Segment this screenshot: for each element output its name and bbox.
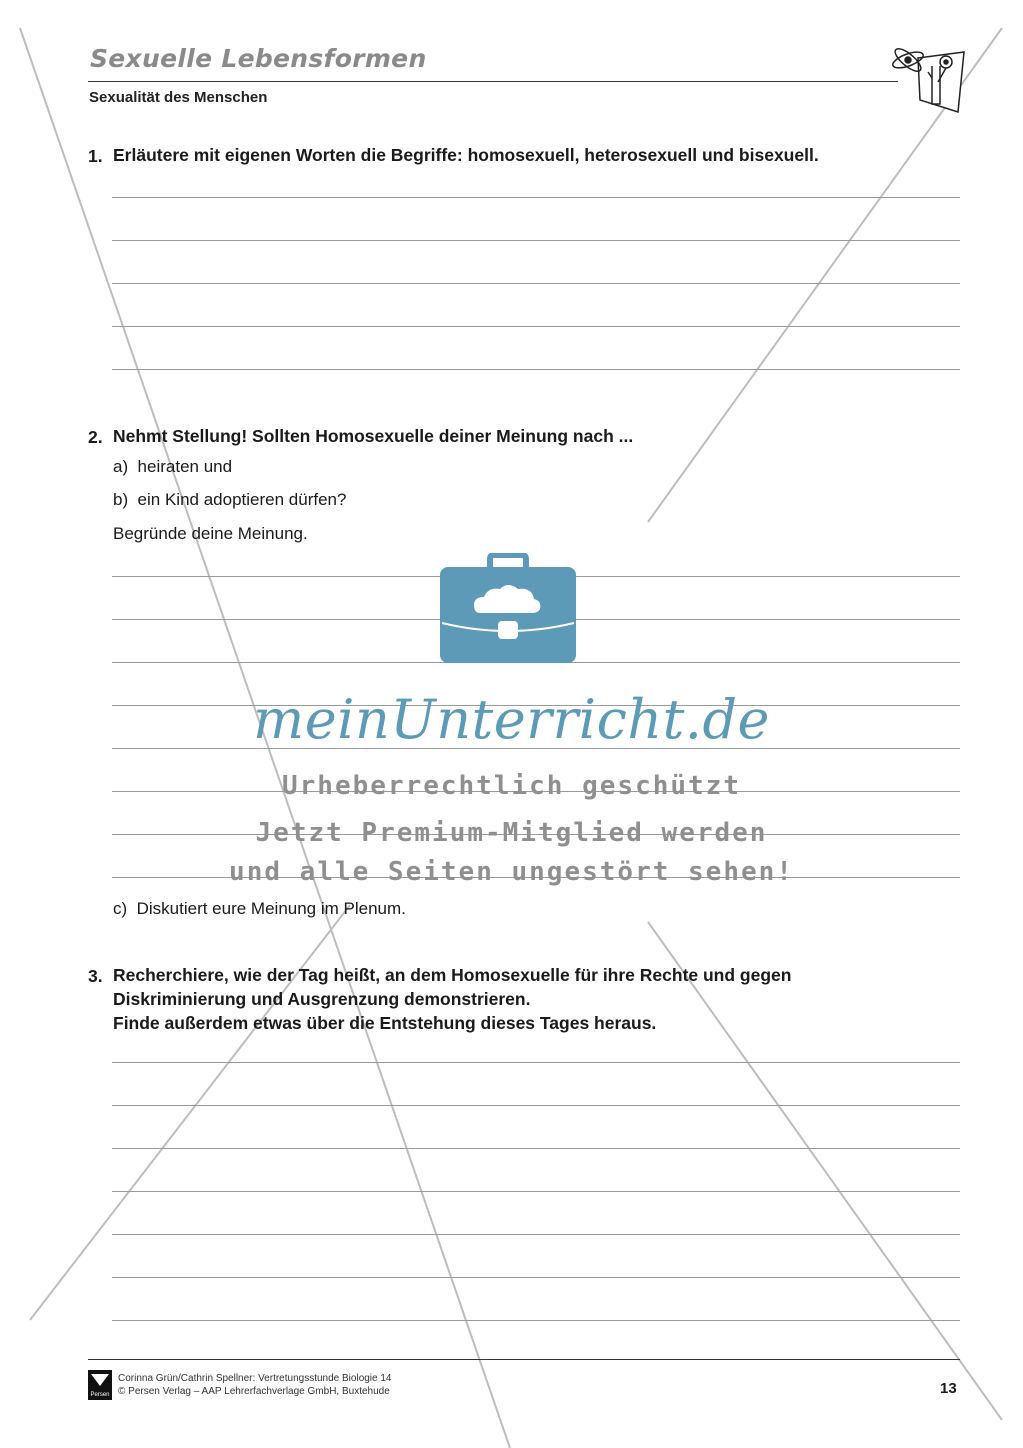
task-3-line-2: Diskriminierung und Ausgrenzung demonstrieren. bbox=[113, 989, 531, 1009]
page-number: 13 bbox=[940, 1380, 957, 1397]
task-2-text: Nehmt Stellung! Sollten Homosexuelle deiner Meinung nach ... bbox=[113, 426, 634, 446]
task-3-line-3: Finde außerdem etwas über die Entstehung dieses Tages heraus. bbox=[113, 1013, 657, 1033]
science-flower-icon bbox=[888, 38, 968, 116]
worksheet-subtitle: Sexualität des Menschen bbox=[89, 89, 268, 106]
answer-line[interactable] bbox=[112, 240, 960, 241]
answer-line[interactable] bbox=[112, 197, 960, 198]
footer-copyright: © Persen Verlag – AAP Lehrerfachverlage GmbH, Buxtehude bbox=[118, 1386, 390, 1397]
watermark-brand: meinUnterricht.de bbox=[253, 688, 770, 751]
task-1-text: Erläutere mit eigenen Worten die Begriffe: homosexuell, heterosexuell und bisexuell. bbox=[113, 145, 819, 165]
task-2-item-a: a) heiraten und bbox=[113, 457, 233, 476]
answer-line[interactable] bbox=[112, 1191, 960, 1192]
worksheet-title: Sexuelle Lebensformen bbox=[90, 44, 427, 73]
footer-citation: Corinna Grün/Cathrin Spellner: Vertretungsstunde Biologie 14 bbox=[118, 1373, 392, 1384]
task-3-line-1: Recherchiere, wie der Tag heißt, an dem Homosexuelle für ihre Rechte und gegen bbox=[113, 965, 792, 985]
answer-line[interactable] bbox=[112, 283, 960, 284]
task-2-number: 2. bbox=[88, 427, 103, 447]
task-2-item-c: c) Diskutiert eure Meinung im Plenum. bbox=[113, 899, 406, 918]
task-3-number: 3. bbox=[88, 966, 103, 986]
task-2-item-b: b) ein Kind adoptieren dürfen? bbox=[113, 490, 347, 509]
watermark-premium-cta[interactable]: und alle Seiten ungestört sehen! bbox=[229, 857, 794, 887]
watermark-premium[interactable]: Jetzt Premium-Mitglied werden bbox=[255, 818, 768, 848]
answer-line[interactable] bbox=[112, 369, 960, 370]
task-1-number: 1. bbox=[88, 146, 103, 166]
answer-line[interactable] bbox=[112, 1234, 960, 1235]
footer-divider bbox=[88, 1359, 960, 1360]
answer-line[interactable] bbox=[112, 1148, 960, 1149]
answer-line[interactable] bbox=[112, 1062, 960, 1063]
answer-line[interactable] bbox=[112, 326, 960, 327]
answer-line[interactable] bbox=[112, 1105, 960, 1106]
header-divider bbox=[88, 81, 898, 82]
answer-line[interactable] bbox=[112, 1320, 960, 1321]
answer-line[interactable] bbox=[112, 1277, 960, 1278]
persen-logo-icon bbox=[88, 1370, 112, 1400]
watermark-copyright: Urheberrechtlich geschützt bbox=[282, 771, 741, 801]
svg-text:Persen: Persen bbox=[90, 1392, 110, 1398]
task-2-note: Begründe deine Meinung. bbox=[113, 524, 308, 543]
briefcase-cloud-icon bbox=[438, 553, 578, 665]
